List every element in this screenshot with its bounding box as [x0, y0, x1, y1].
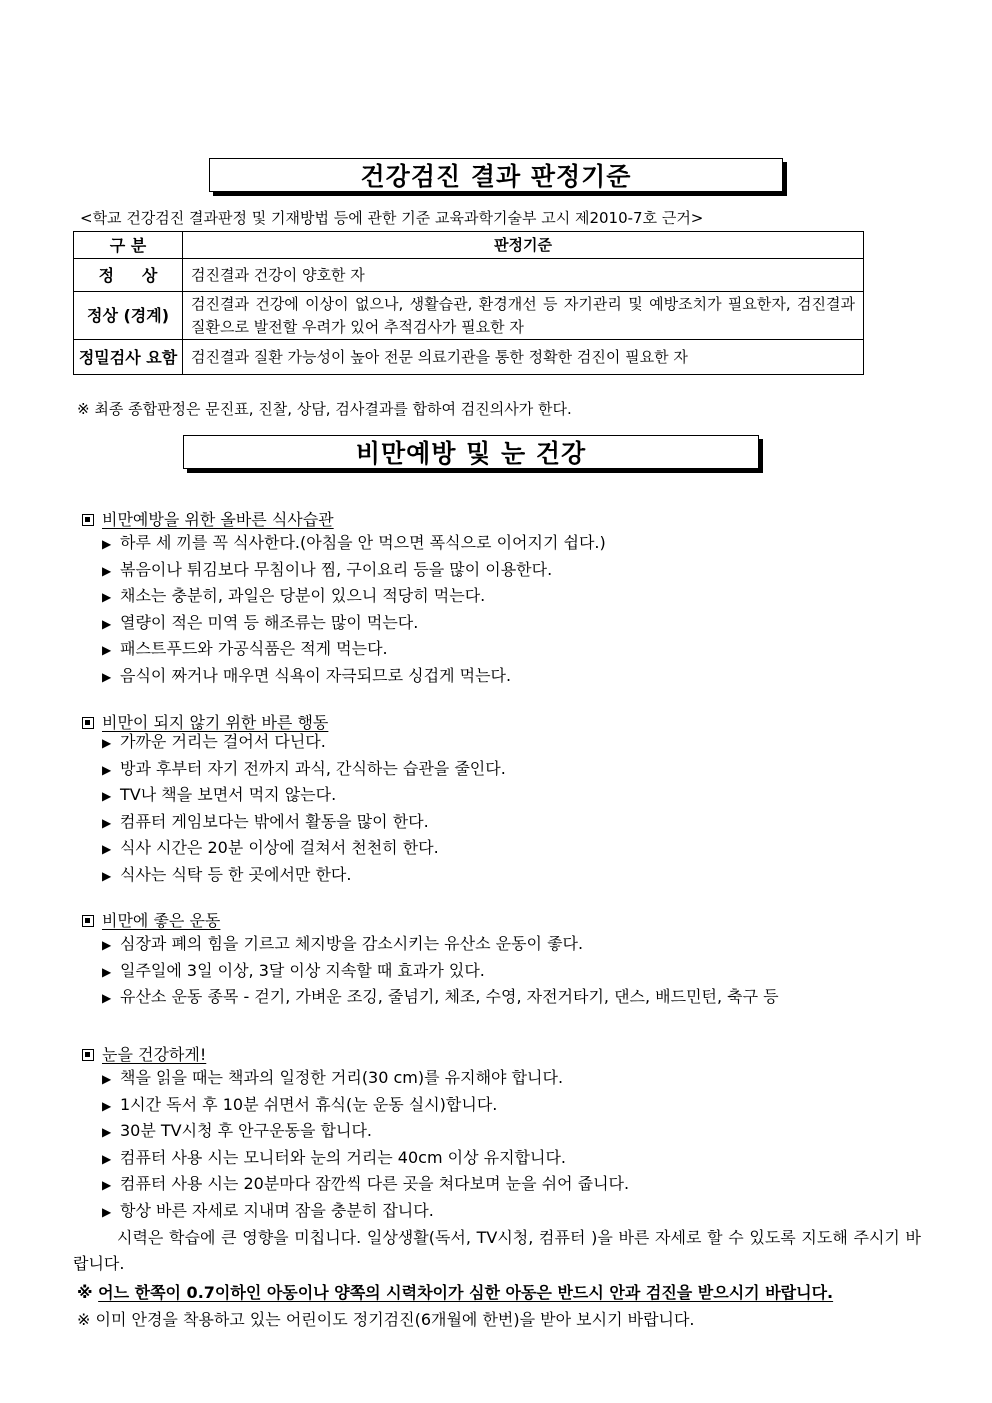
arrow-bullet-icon: ▶ [102, 1125, 112, 1140]
list-item: ▶ 컴퓨터 사용 시는 20분마다 잠깐씩 다른 곳을 쳐다보며 눈을 쉬어 줍니다. [102, 1171, 629, 1198]
list-item: ▶ 1시간 독서 후 10분 쉬면서 휴식(눈 운동 실시)합니다. [102, 1092, 629, 1119]
section-list [102, 1065, 629, 1225]
section-list [102, 729, 506, 889]
list-item: ▶ 음식이 짜거나 매우면 식욕이 자극되므로 싱겁게 먹는다. [102, 663, 606, 690]
arrow-bullet-icon: ▶ [102, 964, 112, 979]
list-item: ▶ 식사 시간은 20분 이상에 걸쳐서 천천히 한다. [102, 835, 506, 862]
criteria-table [73, 231, 864, 375]
header-criteria: 판정기준 [183, 232, 864, 259]
list-item: ▶ 유산소 운동 종목 - 걷기, 가벼운 조깅, 줄넘기, 체조, 수영, 자전거타기, 댄스, 배드민턴, 축구 등 [102, 984, 779, 1011]
row-label: 정 상 [74, 259, 183, 292]
list-item: ▶ 컴퓨터 게임보다는 밖에서 활동을 많이 한다. [102, 809, 506, 836]
arrow-bullet-icon: ▶ [102, 789, 112, 804]
glasses-checkup-note: ※ 이미 안경을 착용하고 있는 어린이도 정기검진(6개월에 한번)을 받아 보시기 바랍니다. [77, 1310, 695, 1329]
list-item: ▶ 책을 읽을 때는 책과의 일정한 거리(30 cm)를 유지해야 합니다. [102, 1065, 629, 1092]
arrow-bullet-icon: ▶ [102, 868, 112, 883]
list-item: ▶ 30분 TV시청 후 안구운동을 합니다. [102, 1118, 629, 1145]
section-heading: 눈을 건강하게! [82, 1042, 206, 1065]
arrow-bullet-icon: ▶ [102, 1072, 112, 1086]
arrow-bullet-icon: ▶ [102, 842, 112, 857]
row-label: 정밀검사 요함 [74, 340, 183, 375]
arrow-bullet-icon: ▶ [102, 1098, 112, 1113]
list-item: ▶ TV나 책을 보면서 먹지 않는다. [102, 782, 506, 809]
list-item: ▶ 패스트푸드와 가공식품은 적게 먹는다. [102, 636, 606, 663]
arrow-bullet-icon: ▶ [102, 537, 112, 551]
square-bullet-icon [82, 1049, 94, 1061]
section-list [102, 931, 779, 1011]
arrow-bullet-icon: ▶ [102, 1204, 112, 1219]
square-bullet-icon [82, 717, 94, 729]
list-item: ▶ 방과 후부터 자기 전까지 과식, 간식하는 습관을 줄인다. [102, 756, 506, 783]
arrow-bullet-icon: ▶ [102, 1178, 112, 1193]
table-row [74, 340, 864, 375]
list-item: ▶ 볶음이나 튀김보다 무침이나 찜, 구이요리 등을 많이 이용한다. [102, 557, 606, 584]
arrow-bullet-icon: ▶ [102, 736, 112, 750]
row-text: 검진결과 건강에 이상이 없으나, 생활습관, 환경개선 등 자기관리 및 예방조치가 필요한자, 검진결과 질환으로 발전할 우려가 있어 추적검사가 필요한 자 [183, 292, 864, 340]
row-text: 검진결과 건강이 양호한 자 [183, 259, 864, 292]
list-item: ▶ 하루 세 끼를 꼭 식사한다.(아침을 안 먹으면 폭식으로 이어지기 쉽다.) [102, 530, 606, 557]
vision-warning-note: ※ 어느 한쪽이 0.7이하인 아동이나 양쪽의 시력차이가 심한 아동은 반드시 안과 검진을 받으시기 바랍니다. [77, 1283, 834, 1302]
list-item: ▶ 컴퓨터 사용 시는 모니터와 눈의 거리는 40cm 이상 유지합니다. [102, 1145, 629, 1172]
row-label: 정상 (경계) [74, 292, 183, 340]
vision-guidance-paragraph: 시력은 학습에 큰 영향을 미칩니다. 일상생활(독서, TV시청, 컴퓨터 )을 바른 자세로 할 수 있도록 지도해 주시기 바랍니다. [73, 1228, 921, 1273]
arrow-bullet-icon: ▶ [102, 616, 112, 631]
criteria-source-note: <학교 건강검진 결과판정 및 기재방법 등에 관한 기준 교육과학기술부 고시 제2010-7호 근거> [80, 209, 704, 227]
table-row [74, 259, 864, 292]
list-item: ▶ 가까운 거리는 걸어서 다닌다. [102, 729, 506, 756]
title-obesity-eye-health: 비만예방 및 눈 건강 [183, 435, 759, 469]
header-category: 구 분 [74, 232, 183, 259]
list-item: ▶ 열량이 적은 미역 등 해조류는 많이 먹는다. [102, 610, 606, 637]
arrow-bullet-icon: ▶ [102, 643, 112, 658]
arrow-bullet-icon: ▶ [102, 1151, 112, 1166]
square-bullet-icon [82, 514, 94, 526]
section-heading: 비만에 좋은 운동 [82, 908, 220, 931]
arrow-bullet-icon: ▶ [102, 563, 112, 578]
arrow-bullet-icon: ▶ [102, 991, 112, 1006]
section-list [102, 530, 606, 690]
table-row [74, 292, 864, 340]
list-item: ▶ 심장과 폐의 힘을 기르고 체지방을 감소시키는 유산소 운동이 좋다. [102, 931, 779, 958]
arrow-bullet-icon: ▶ [102, 590, 112, 605]
section-heading: 비만이 되지 않기 위한 바른 행동 [82, 710, 328, 733]
list-item: ▶ 식사는 식탁 등 한 곳에서만 한다. [102, 862, 506, 889]
final-judgement-note: ※ 최종 종합판정은 문진표, 진찰, 상담, 검사결과를 합하여 검진의사가 한다. [77, 400, 572, 418]
list-item: ▶ 채소는 충분히, 과일은 당분이 있으니 적당히 먹는다. [102, 583, 606, 610]
section-heading: 비만예방을 위한 올바른 식사습관 [82, 507, 334, 530]
title-health-criteria: 건강검진 결과 판정기준 [209, 158, 783, 192]
row-text: 검진결과 질환 가능성이 높아 전문 의료기관을 통한 정확한 검진이 필요한 자 [183, 340, 864, 375]
arrow-bullet-icon: ▶ [102, 762, 112, 777]
table-header-row [74, 232, 864, 259]
list-item: ▶ 항상 바른 자세로 지내며 잠을 충분히 잡니다. [102, 1198, 629, 1225]
arrow-bullet-icon: ▶ [102, 669, 112, 684]
arrow-bullet-icon: ▶ [102, 815, 112, 830]
list-item: ▶ 일주일에 3일 이상, 3달 이상 지속할 때 효과가 있다. [102, 958, 779, 985]
arrow-bullet-icon: ▶ [102, 938, 112, 952]
square-bullet-icon [82, 915, 94, 927]
